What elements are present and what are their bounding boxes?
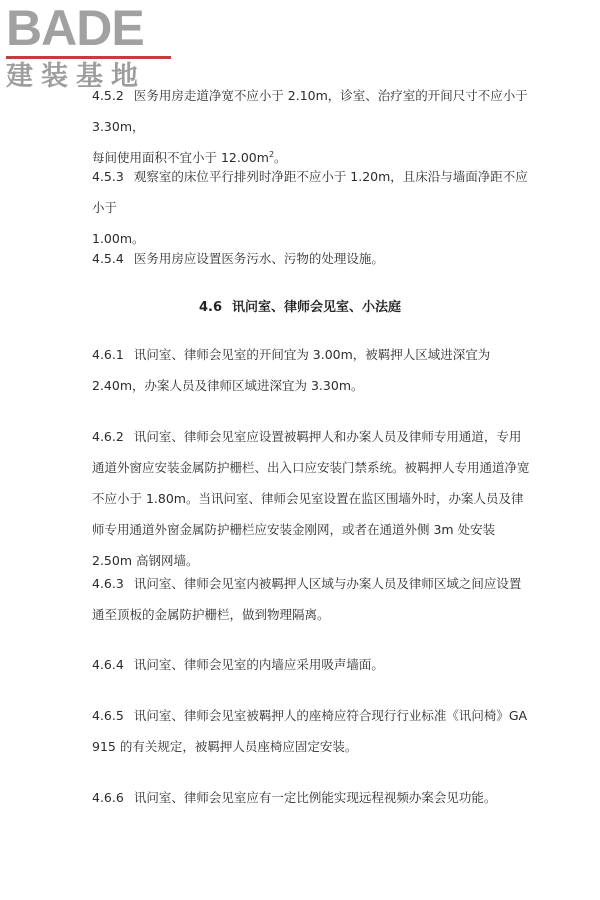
clause-text: 讯问室、律师会见室应设置被羁押人和办案人员及律师专用通道，专用通道外窗应安装金属防护栅栏、出入口应安装门禁系统。被羁押人专用通道净宽不应小于 1.80m。当讯问室、律师会见室设置在监区围墙外时，办案人员及律师专用通道外窗金属防护栅栏应安装金刚网，或者在通道外侧 3m 处安装 2.50m 高钢网墙。: [92, 429, 530, 568]
section-number: 4.6: [198, 300, 222, 315]
clause-number: 4.5.3: [92, 169, 124, 184]
clause-number: 4.5.4: [92, 251, 124, 266]
clause-text: 讯问室、律师会见室应有一定比例能实现远程视频办案会见功能。: [133, 790, 497, 805]
clause-4-5-4: [92, 243, 532, 274]
clause-4-6-6: [92, 782, 532, 813]
clause-4-5-3: [92, 161, 532, 254]
clause-text-line2: 每间使用面积不宜小于 12.00m: [92, 150, 269, 165]
clause-4-6-2: [92, 421, 532, 576]
watermark-brand: BADE: [6, 0, 144, 56]
clause-number: 4.6.5: [92, 708, 124, 723]
clause-tail: 。: [274, 150, 287, 165]
clause-4-5-2: [92, 80, 532, 173]
clause-text: 讯问室、律师会见室被羁押人的座椅应符合现行行业标准《讯问椅》GA 915 的有关规定，被羁押人员座椅应固定安装。: [92, 708, 528, 754]
watermark-brand-cn: 建装基地: [6, 61, 146, 92]
clause-text: 医务用房走道净宽不应小于 2.10m，诊室、治疗室的开间尺寸不应小于 3.30m，: [92, 88, 528, 134]
clause-text: 观察室的床位平行排列时净距不应小于 1.20m，且床沿与墙面净距不应小于: [92, 169, 528, 215]
clause-text: 讯问室、律师会见室的开间宜为 3.00m，被羁押人区域进深宜为 2.40m，办案人员及律师区域进深宜为 3.30m。: [92, 347, 491, 393]
clause-4-6-1: [92, 339, 532, 401]
clause-4-6-5: [92, 700, 532, 762]
clause-number: 4.6.4: [92, 657, 124, 672]
clause-4-6-3: [92, 568, 532, 630]
superscript: 2: [268, 149, 275, 159]
section-title: 讯问室、律师会见室、小法庭: [232, 300, 402, 315]
clause-number: 4.6.2: [92, 429, 124, 444]
watermark-logo: [6, 2, 176, 92]
clause-number: 4.6.6: [92, 790, 124, 805]
clause-number: 4.6.1: [92, 347, 124, 362]
watermark-rule: [6, 56, 171, 59]
clause-number: 4.5.2: [92, 88, 124, 103]
clause-text: 医务用房应设置医务污水、污物的处理设施。: [133, 251, 384, 266]
clause-4-6-4: [92, 649, 532, 680]
clause-number: 4.6.3: [92, 576, 124, 591]
section-heading: [0, 298, 600, 318]
clause-text: 讯问室、律师会见室的内墙应采用吸声墙面。: [133, 657, 384, 672]
clause-text-line2: 1.00m。: [92, 231, 145, 246]
clause-text: 讯问室、律师会见室内被羁押人区域与办案人员及律师区域之间应设置通至顶板的金属防护栅栏，做到物理隔离。: [92, 576, 522, 622]
